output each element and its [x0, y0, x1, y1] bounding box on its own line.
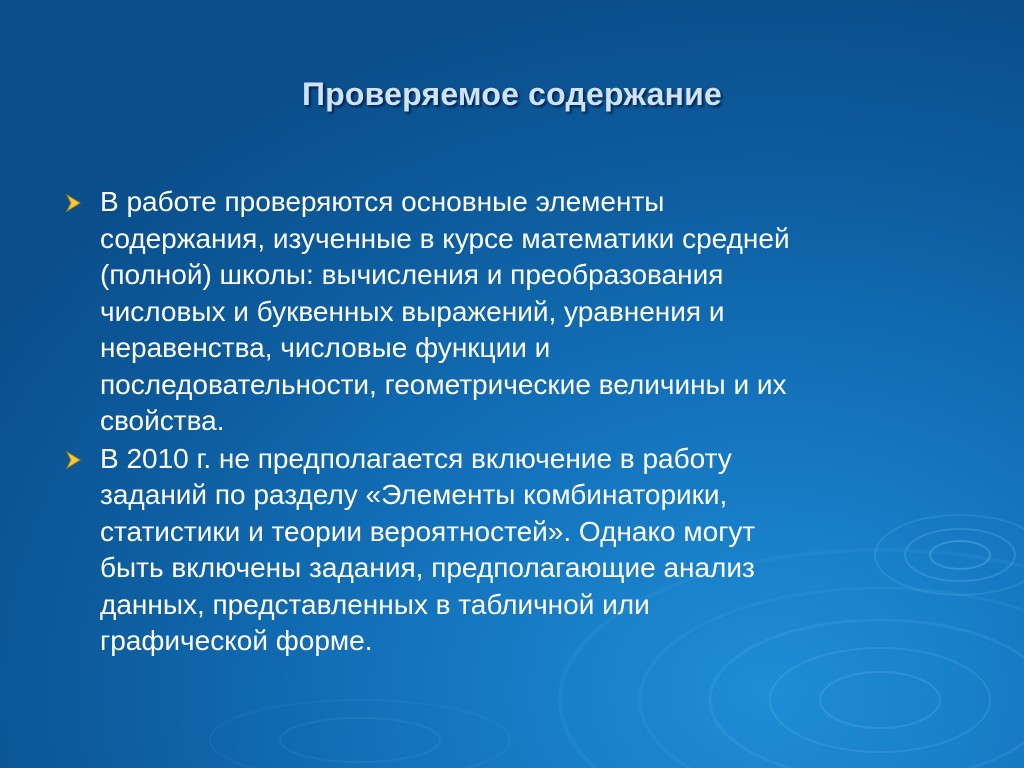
slide-title: Проверяемое содержание [301, 76, 723, 112]
bullet-item [60, 184, 960, 440]
bullet-text: В работе проверяются основные элементы содержания, изученные в курсе математики средней (полной) школы: вычисления и преобразования числовых и буквенных выражений, уравнения и неравенства, числовые функции и последовательности, геометрические величины и их свойства. [100, 186, 790, 436]
bullet-text: В 2010 г. не предполагается включение в работу заданий по разделу «Элементы комбинаторики, статистики и теории вероятностей». Однако могут быть включены задания, предполагающие анализ данных, представленных в табличной или графической форме. [100, 442, 756, 656]
bullet-list [60, 184, 960, 661]
arrowhead-bullet-icon [64, 193, 84, 213]
bullet-item [60, 441, 960, 660]
arrowhead-bullet-icon [64, 450, 84, 470]
